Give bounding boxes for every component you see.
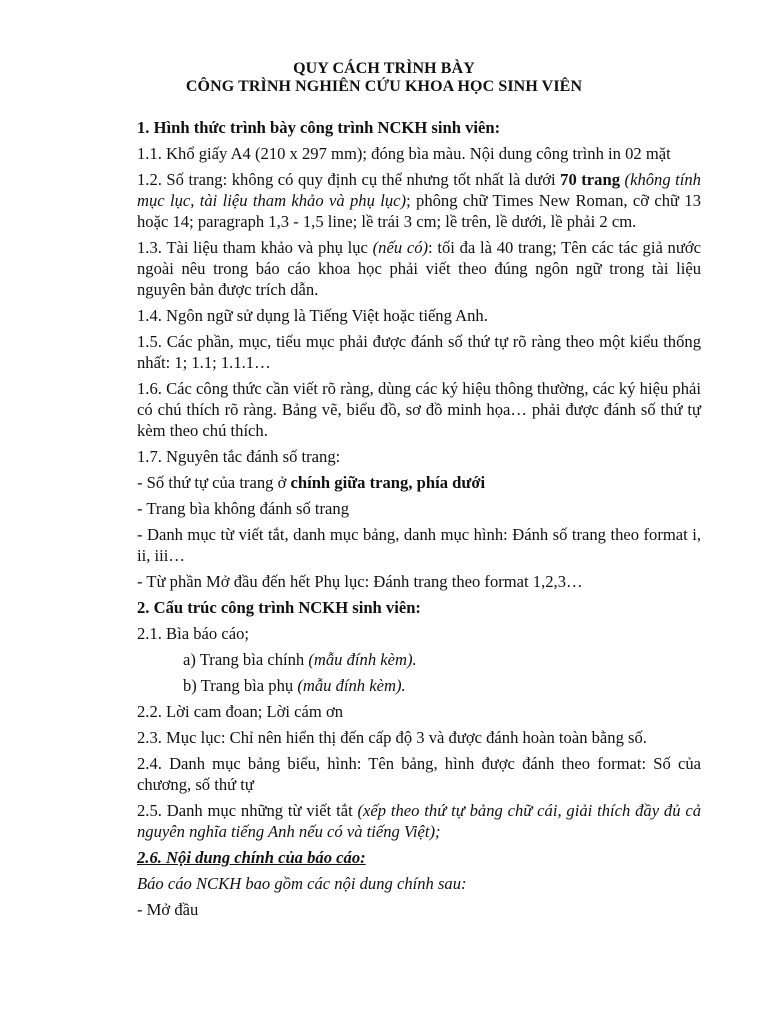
paragraph-2-6-intro	[137, 873, 701, 894]
paragraph-1-7: 1.7. Nguyên tắc đánh số trang:	[137, 447, 341, 466]
paragraph-2-5-text: 2.5. Danh mục những từ viết tắt	[137, 801, 358, 820]
bullet-roman-numbering: - Danh mục từ viết tắt, danh mục bảng, danh mục hình: Đánh số trang theo format i, ii, iii…	[137, 525, 701, 565]
paragraph-1-1: 1.1. Khổ giấy A4 (210 x 297 mm); đóng bìa màu. Nội dung công trình in 02 mặt	[137, 144, 671, 163]
bullet-introduction: - Mở đầu	[137, 900, 199, 919]
paragraph-2-6-intro-italic: Báo cáo NCKH bao gồm các nội dung chính sau:	[137, 874, 467, 893]
paragraph-1-2-bold: 70 trang	[560, 170, 620, 189]
paragraph-1-2-text-e: ; phông chữ Times New Roman, cỡ chữ 13 hoặc 14; paragraph 1,3 - 1,5 line; lề trái 3 cm; lề trên, lề dưới, lề phải 2 cm.	[137, 191, 701, 231]
document-title-line-2: CÔNG TRÌNH NGHIÊN CỨU KHOA HỌC SINH VIÊN	[185, 78, 583, 95]
paragraph-2-5-italic: (xếp theo thứ tự bảng chữ cái, giải thích đầy đủ cả nguyên nghĩa tiếng Anh nếu có và tiếng Việt);	[137, 801, 701, 841]
paragraph-1-6: 1.6. Các công thức cần viết rõ ràng, dùng các ký hiệu thông thường, các ký hiệu phải có chú thích rõ ràng. Bảng vẽ, biểu đồ, sơ đồ minh họa… phải được đánh số thứ tự kèm theo chú thích.	[137, 379, 701, 440]
paragraph-2-5	[137, 800, 701, 842]
paragraph-2-1-a-italic: (mẫu đính kèm).	[308, 650, 417, 669]
paragraph-1-3-italic: (nếu có)	[372, 238, 429, 257]
paragraph-1-2-text-a: 1.2. Số trang: không có quy định cụ thể nhưng tốt nhất là dưới	[137, 170, 561, 189]
paragraph-2-4: 2.4. Danh mục bảng biểu, hình: Tên bảng, hình được đánh theo format: Số của chương, số thứ tự	[137, 754, 701, 794]
section-1-heading: 1. Hình thức trình bày công trình NCKH sinh viên:	[137, 118, 501, 137]
section-2-6-heading: 2.6. Nội dung chính của báo cáo:	[137, 848, 366, 867]
paragraph-1-2-italic: (không tính mục lục, tài liệu tham khảo và phụ lục)	[137, 170, 701, 210]
paragraph-1-3	[137, 237, 701, 300]
paragraph-2-1: 2.1. Bìa báo cáo;	[137, 624, 249, 643]
paragraph-2-1-b	[137, 675, 701, 696]
paragraph-2-1-a-text: a) Trang bìa chính	[183, 650, 309, 669]
paragraph-1-4: 1.4. Ngôn ngữ sử dụng là Tiếng Việt hoặc tiếng Anh.	[137, 306, 488, 325]
paragraph-1-3-text-c: : tối đa là 40 trang; Tên các tác giả nước ngoài nêu trong báo cáo khoa học phải viết theo đúng ngôn ngữ trong tài liệu nguyên bản được trích dẫn.	[137, 238, 701, 299]
paragraph-1-3-text-a: 1.3. Tài liệu tham khảo và phụ lục	[137, 238, 373, 257]
paragraph-2-2: 2.2. Lời cam đoan; Lời cám ơn	[137, 702, 344, 721]
bullet-arabic-numbering: - Từ phần Mở đầu đến hết Phụ lục: Đánh trang theo format 1,2,3…	[137, 572, 583, 591]
bullet-cover-no-number: - Trang bìa không đánh số trang	[137, 499, 350, 518]
paragraph-2-1-a	[137, 649, 701, 670]
bullet-page-number-position-bold: chính giữa trang, phía dưới	[290, 473, 486, 492]
paragraph-1-5: 1.5. Các phần, mục, tiểu mục phải được đánh số thứ tự rõ ràng theo một kiểu thống nhất: 1; 1.1; 1.1.1…	[137, 332, 701, 372]
paragraph-2-1-b-italic: (mẫu đính kèm).	[297, 676, 406, 695]
bullet-page-number-position-text: - Số thứ tự của trang ở	[137, 473, 291, 492]
paragraph-1-2	[137, 169, 701, 232]
paragraph-2-3: 2.3. Mục lục: Chỉ nên hiển thị đến cấp độ 3 và được đánh hoàn toàn bằng số.	[137, 728, 647, 747]
section-2-heading: 2. Cấu trúc công trình NCKH sinh viên:	[137, 598, 421, 617]
paragraph-2-1-b-text: b) Trang bìa phụ	[183, 676, 298, 695]
document-body	[137, 117, 701, 925]
document-title-line-1: QUY CÁCH TRÌNH BÀY	[293, 60, 475, 77]
bullet-page-number-position	[137, 472, 701, 493]
